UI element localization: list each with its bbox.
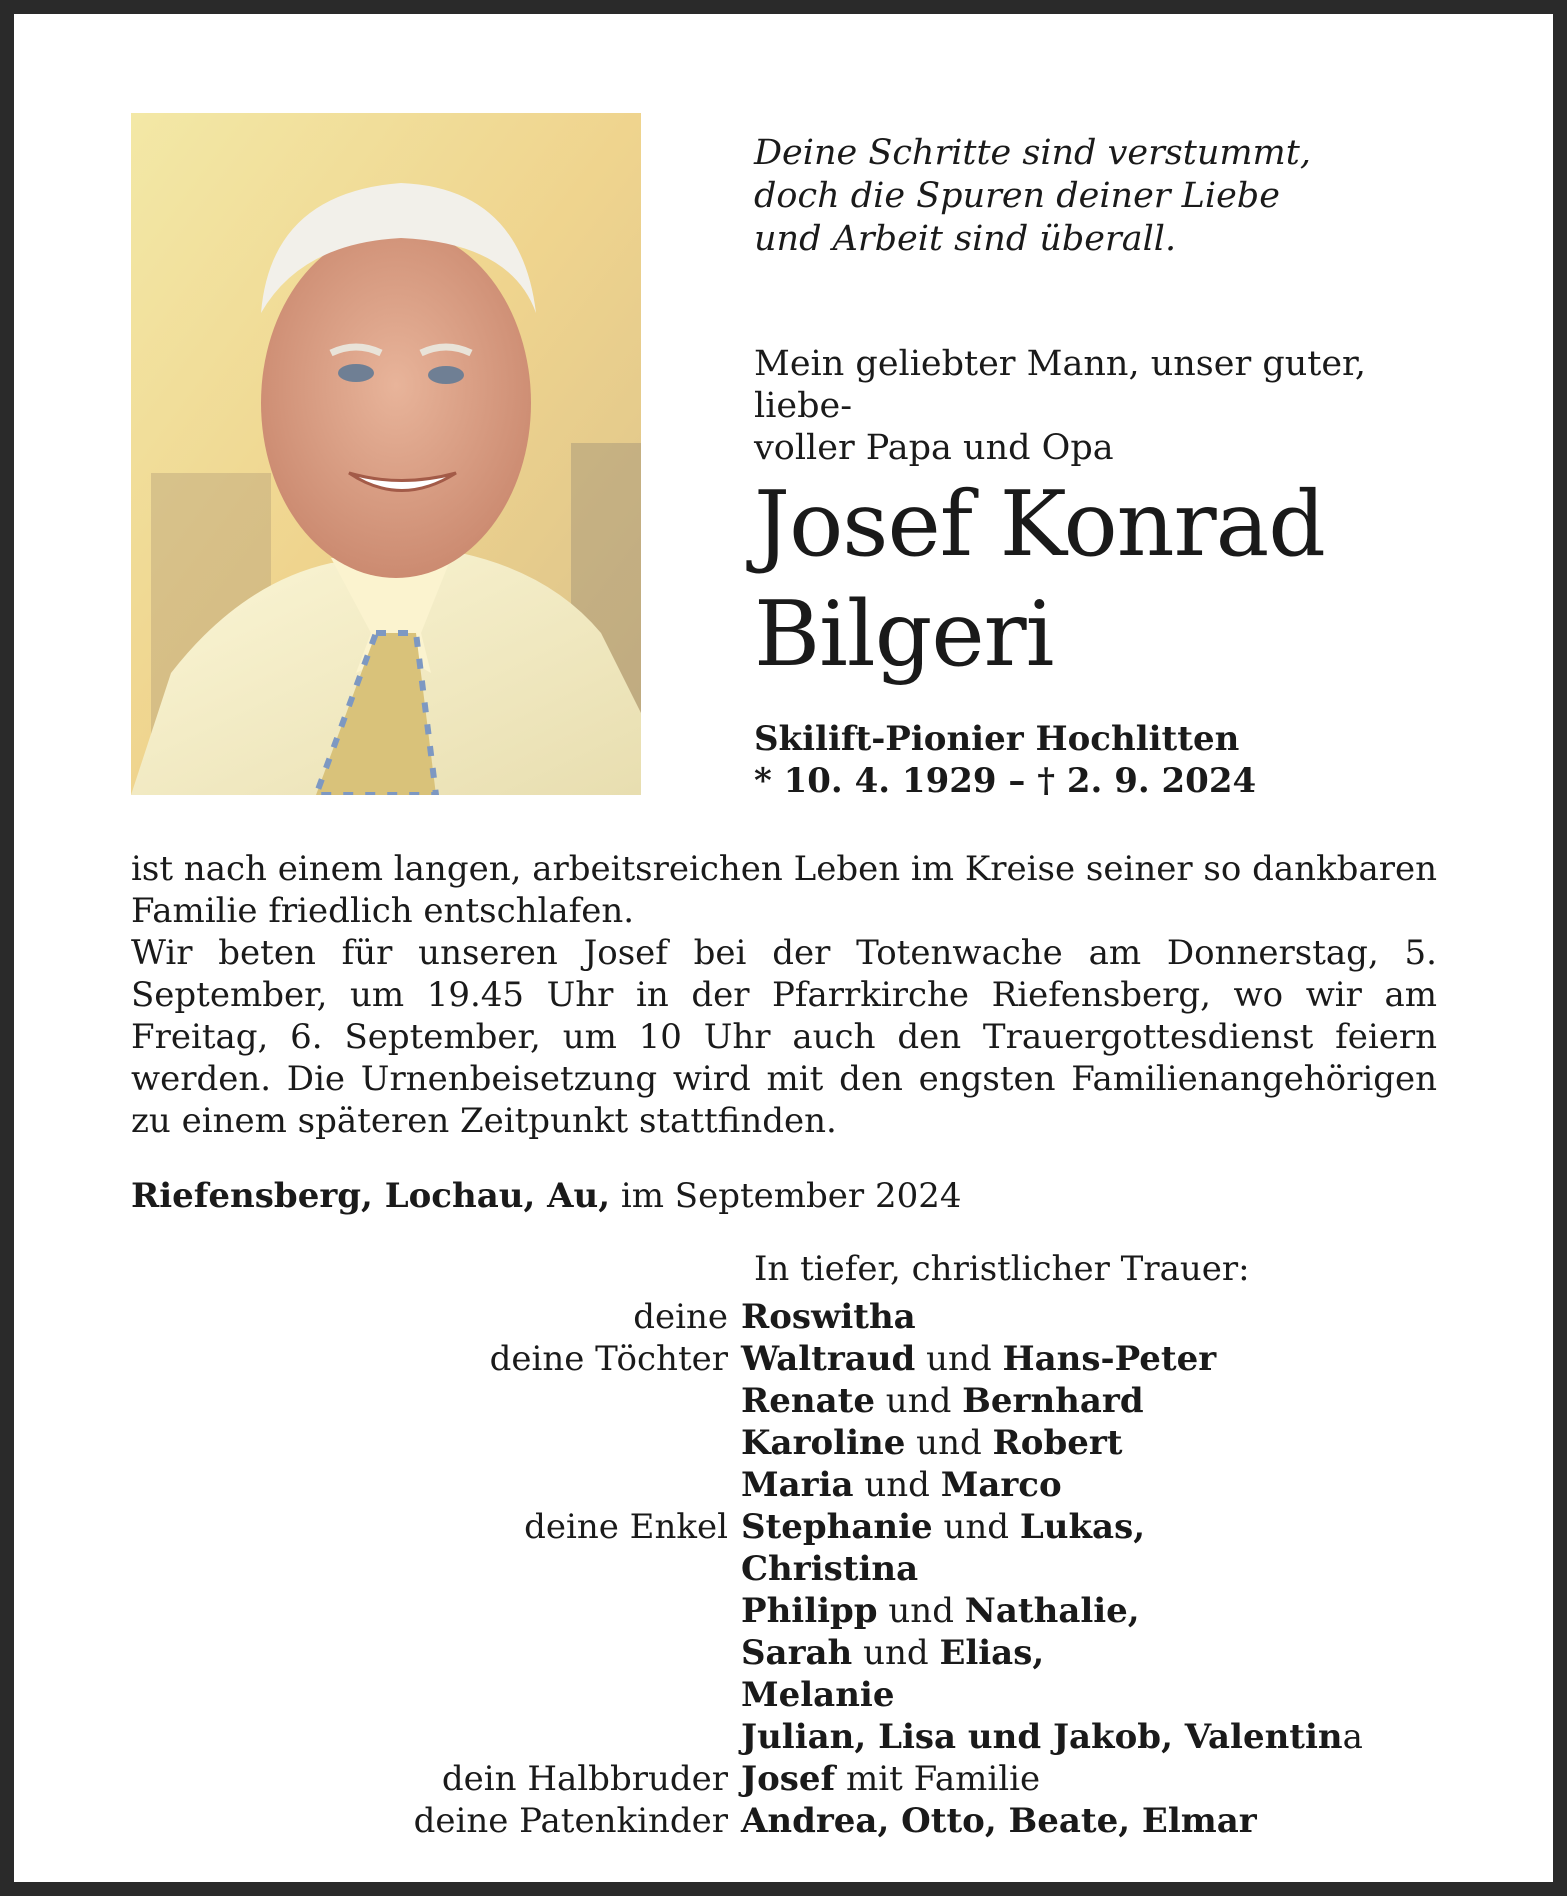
family-name: Maria xyxy=(741,1465,854,1505)
connector: und xyxy=(864,1465,930,1505)
family-name: Elias, xyxy=(939,1633,1045,1673)
family-row xyxy=(131,1674,1461,1716)
family-row xyxy=(131,1338,1461,1380)
family-row xyxy=(131,1632,1461,1674)
family-note: mit Familie xyxy=(845,1759,1041,1799)
family-name: Marco xyxy=(940,1465,1062,1505)
family-row xyxy=(131,1464,1461,1506)
memorial-quote xyxy=(754,132,1454,261)
family-list xyxy=(131,1296,1461,1842)
family-name: Josef xyxy=(741,1759,836,1799)
deceased-title: Skilift-Pionier Hochlitten xyxy=(754,719,1240,759)
place-date-line xyxy=(131,1175,1331,1217)
family-row xyxy=(131,1296,1461,1338)
quote-line: und Arbeit sind überall. xyxy=(754,219,1177,259)
connector: und xyxy=(863,1633,929,1673)
quote-line: doch die Spuren deiner Liebe xyxy=(754,176,1280,216)
family-row xyxy=(131,1590,1461,1632)
date: im September 2024 xyxy=(620,1176,962,1216)
connector: und xyxy=(916,1423,982,1463)
connector: und xyxy=(885,1381,952,1421)
intro-line: voller Papa und Opa xyxy=(754,428,1114,468)
deceased-details xyxy=(754,718,1454,802)
body-paragraph: Wir beten für unseren Josef bei der Totenwache am Donnerstag, 5. September, um 19.45 Uhr in der Pfarrkirche Riefensberg, wo wir am Freitag, 6. September, um 10 Uhr auch den Trauergottesdienst feiern werden. Die Urnenbeisetzung wird mit den engsten Familienangehörigen zu einem späteren Zeitpunkt stattfinden. xyxy=(131,933,1437,1141)
body-paragraph: ist nach einem langen, arbeitsreichen Leben im Kreise seiner so dankbaren Familie friedlich entschlafen. xyxy=(131,849,1437,931)
portrait-photo xyxy=(131,113,641,795)
relation-label: deine Enkel xyxy=(524,1507,728,1547)
family-name: Christina xyxy=(741,1549,919,1589)
family-name: Karoline xyxy=(741,1423,906,1463)
family-row xyxy=(131,1800,1461,1842)
family-row xyxy=(131,1758,1461,1800)
relation-label: deine Töchter xyxy=(489,1339,728,1379)
name-line: Bilgeri xyxy=(754,582,1054,687)
family-name: Roswitha xyxy=(741,1297,916,1337)
family-name: Andrea, Otto, Beate, Elmar xyxy=(741,1801,1257,1841)
deceased-name xyxy=(754,470,1514,690)
family-name: Stephanie xyxy=(741,1507,933,1547)
name-line: Josef Konrad xyxy=(754,472,1325,577)
relation-label: dein Halbbruder xyxy=(441,1759,728,1799)
connector: und xyxy=(943,1507,1010,1547)
family-name: Robert xyxy=(992,1423,1123,1463)
towns: Riefensberg, Lochau, Au, xyxy=(131,1176,611,1216)
family-row xyxy=(131,1548,1461,1590)
family-row xyxy=(131,1506,1461,1548)
life-dates: * 10. 4. 1929 – † 2. 9. 2024 xyxy=(754,761,1257,801)
family-row xyxy=(131,1380,1461,1422)
family-name-tail: a xyxy=(1342,1717,1363,1757)
mourning-heading: In tiefer, christlicher Trauer: xyxy=(754,1249,1250,1289)
family-name: Waltraud xyxy=(741,1339,916,1379)
family-row xyxy=(131,1716,1461,1758)
family-row xyxy=(131,1422,1461,1464)
connector: und xyxy=(888,1591,954,1631)
intro-text xyxy=(754,343,1454,469)
quote-line: Deine Schritte sind verstummt, xyxy=(754,133,1311,173)
family-name: Philipp xyxy=(741,1591,878,1631)
family-name: Hans-Peter xyxy=(1002,1339,1217,1379)
announcement-body xyxy=(131,848,1437,1142)
intro-line: Mein geliebter Mann, unser guter, liebe- xyxy=(754,344,1367,426)
family-name: Julian, Lisa und Jakob, Valentin xyxy=(741,1717,1343,1757)
family-name: Lukas, xyxy=(1019,1507,1146,1547)
family-name: Nathalie, xyxy=(964,1591,1140,1631)
connector: und xyxy=(926,1339,992,1379)
relation-label: deine xyxy=(633,1297,728,1337)
family-name: Renate xyxy=(741,1381,875,1421)
family-name: Sarah xyxy=(741,1633,853,1673)
relation-label: deine Patenkinder xyxy=(413,1801,728,1841)
family-name: Melanie xyxy=(741,1675,895,1715)
family-name: Bernhard xyxy=(962,1381,1144,1421)
